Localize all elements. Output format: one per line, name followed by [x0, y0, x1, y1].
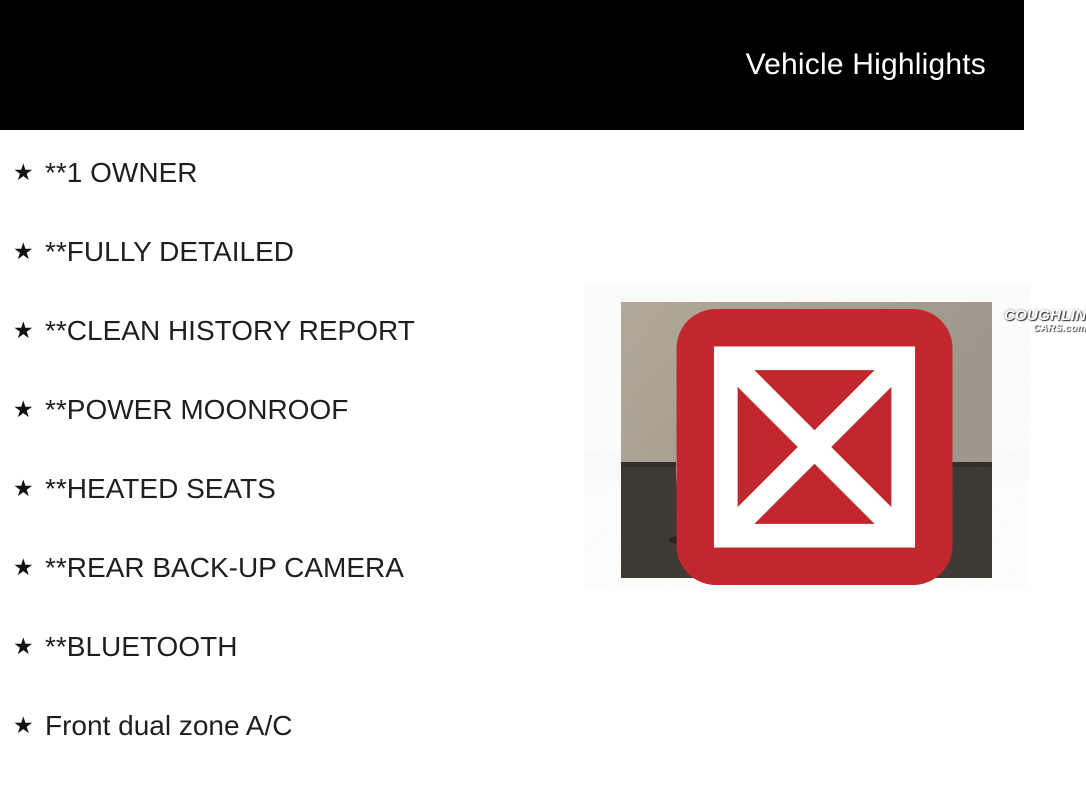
header-bar: [0, 0, 1024, 130]
list-item: [13, 630, 415, 663]
list-item: [13, 709, 415, 742]
list-item: [13, 314, 415, 347]
highlight-label: **CLEAN HISTORY REPORT: [45, 314, 415, 346]
vehicle-photo: [621, 302, 1086, 578]
highlight-label: Front dual zone A/C: [45, 709, 293, 741]
star-icon: ★: [13, 396, 34, 422]
star-icon: ★: [13, 159, 34, 185]
star-icon: ★: [13, 554, 34, 580]
page-title: Vehicle Highlights: [745, 48, 986, 81]
highlight-label: **BLUETOOTH: [45, 630, 238, 662]
star-icon: ★: [13, 317, 34, 343]
star-icon: ★: [13, 633, 34, 659]
watermark-dealer-url: CARS.com: [1033, 323, 1086, 334]
list-item: [13, 235, 415, 268]
list-item: [13, 393, 415, 426]
watermark-dealer-name: COUGHLIN: [1004, 307, 1086, 324]
star-icon: ★: [13, 475, 34, 501]
highlight-label: **HEATED SEATS: [45, 472, 276, 504]
list-item: [13, 156, 415, 189]
star-icon: ★: [13, 238, 34, 264]
highlight-label: **1 OWNER: [45, 156, 198, 188]
list-item: [13, 472, 415, 505]
coughlin-badge-icon: [629, 309, 1000, 585]
highlight-label: **POWER MOONROOF: [45, 393, 349, 425]
highlight-label: **REAR BACK-UP CAMERA: [45, 551, 404, 583]
list-item: [13, 551, 415, 584]
highlights-list: [13, 156, 415, 788]
highlight-label: **FULLY DETAILED: [45, 235, 294, 267]
dealer-watermark: [629, 308, 1086, 585]
star-icon: ★: [13, 712, 34, 738]
